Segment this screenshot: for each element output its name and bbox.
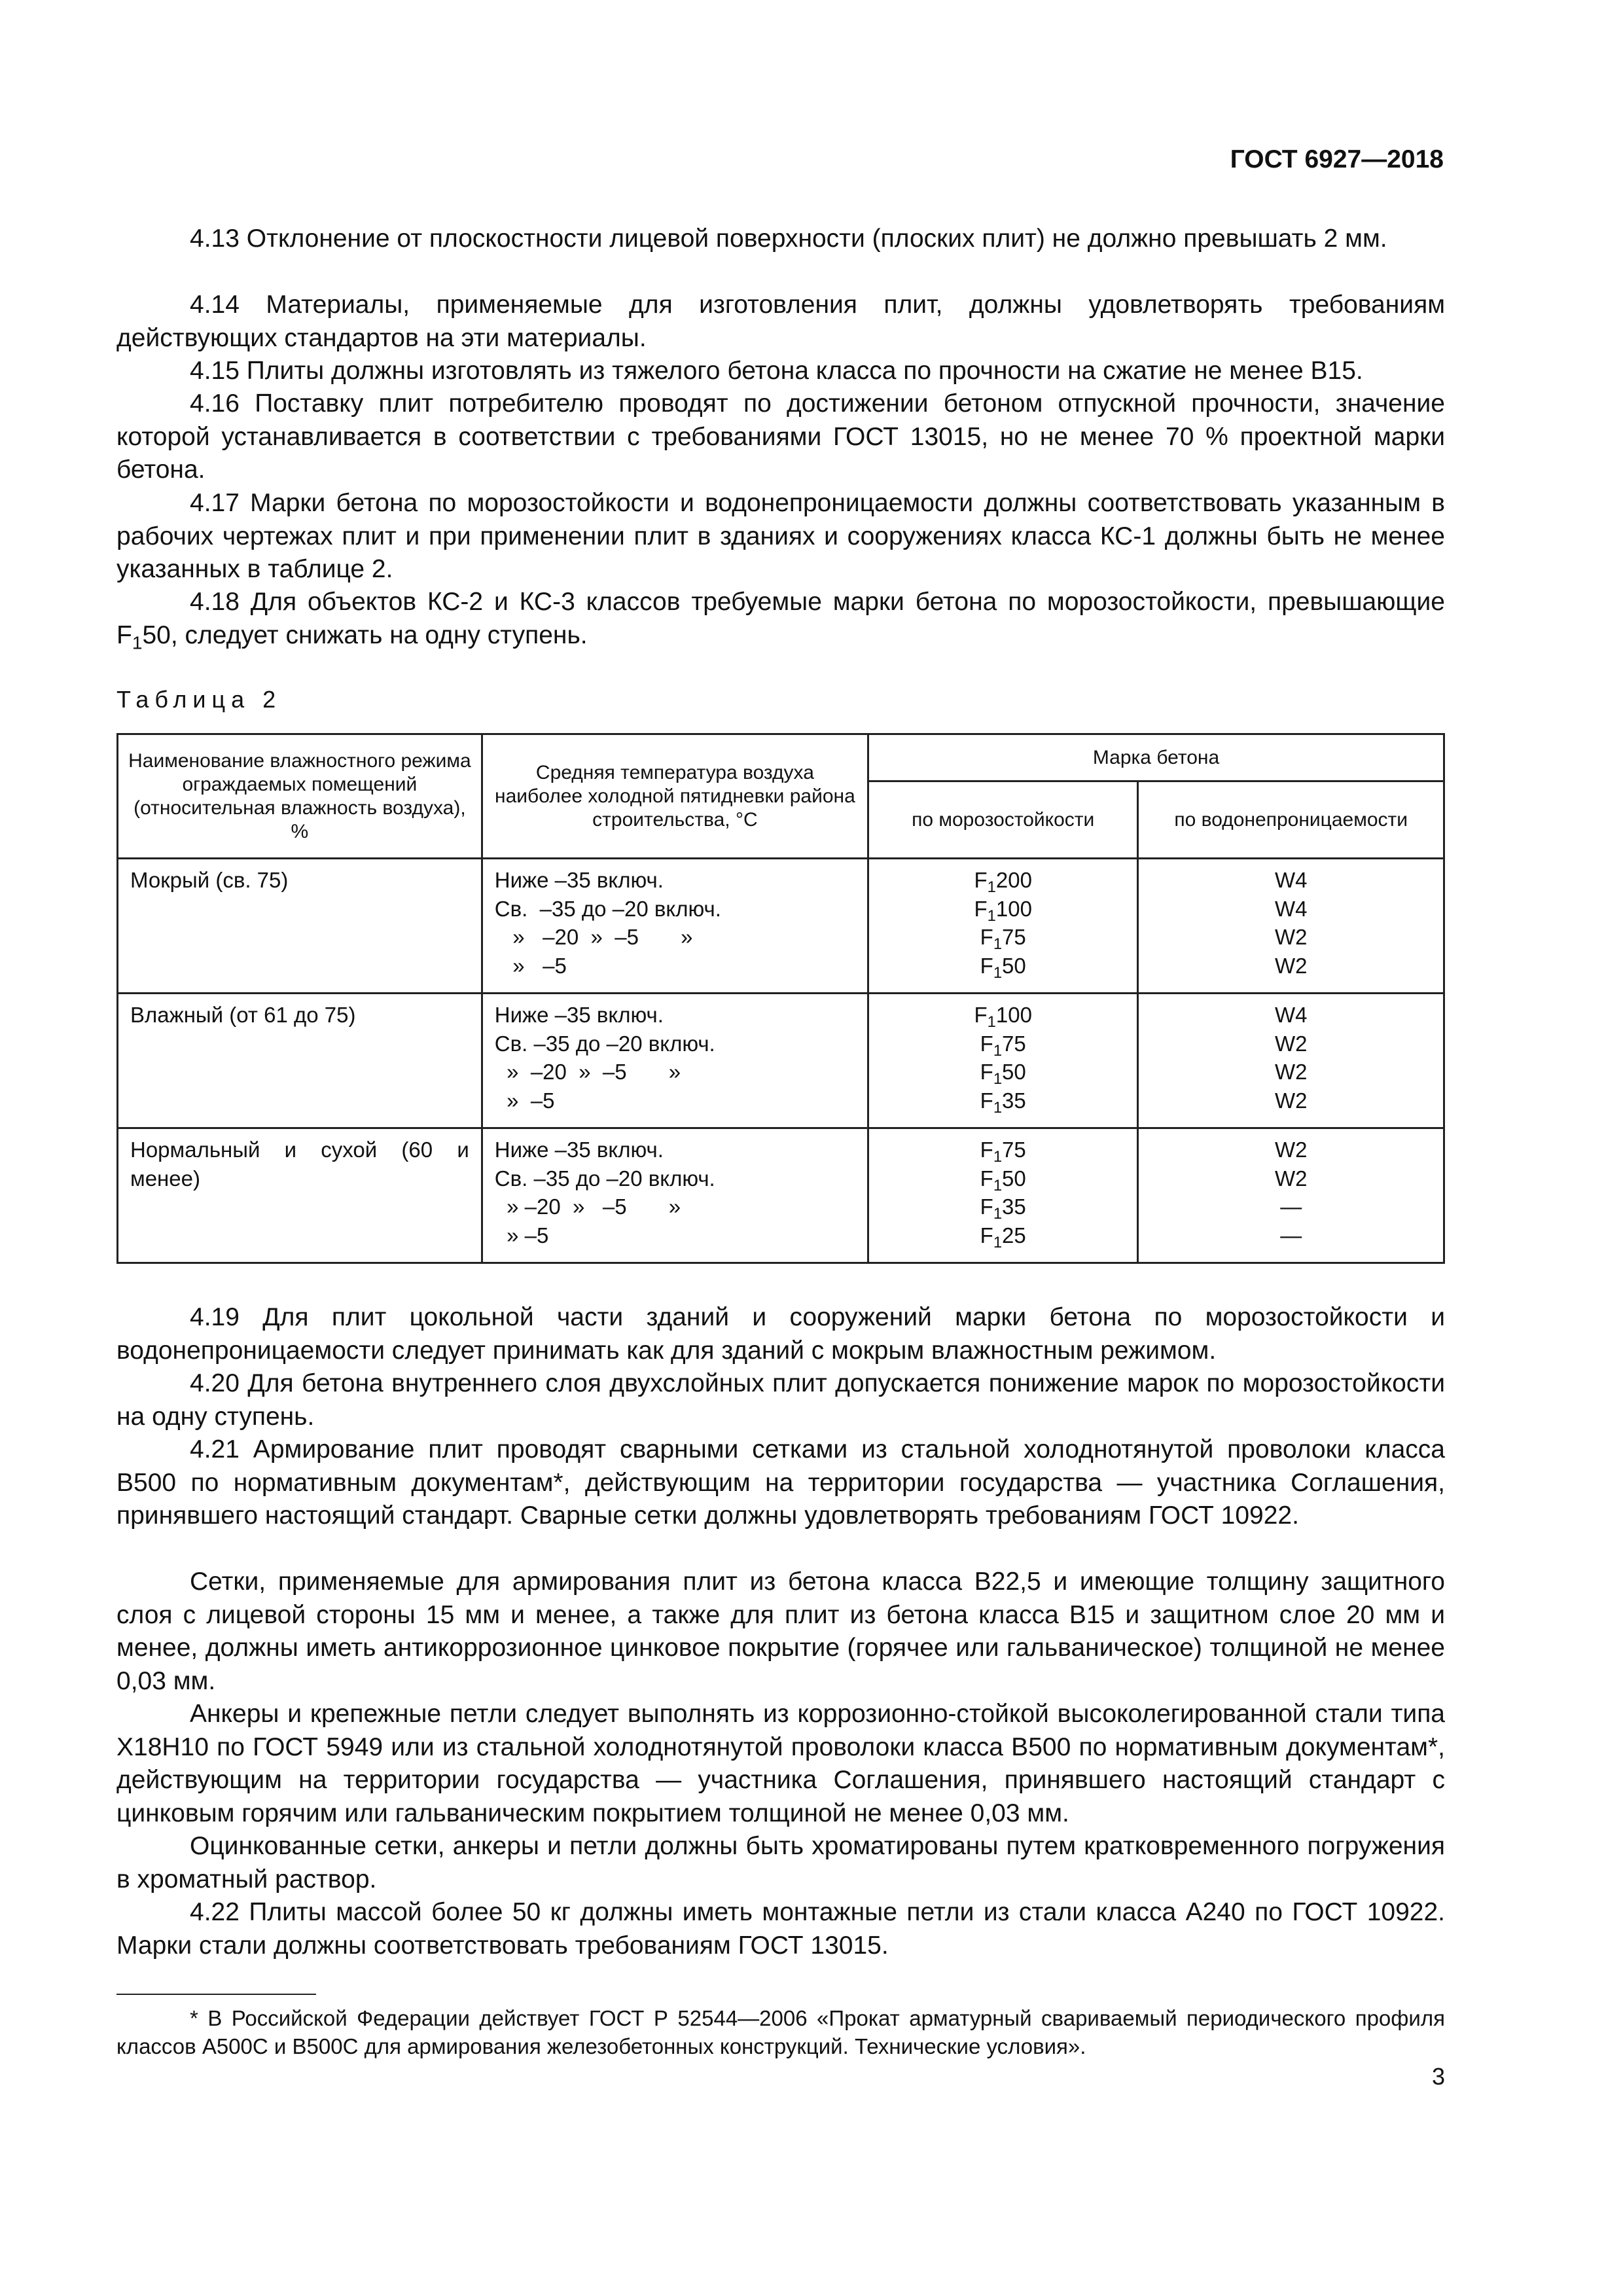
temperature-range: Ниже –35 включ. — [494, 1138, 664, 1162]
paragraph-4-18 — [116, 586, 1445, 652]
water-grade-cell — [1138, 994, 1444, 1128]
temperature-range: » –20 » –5 » — [494, 1194, 681, 1219]
grade-prefix: F — [980, 1088, 993, 1113]
paragraph-4-20: 4.20 Для бетона внутреннего слоя двухслойных плит допускается понижение марок по морозостойкости на одну ступень. — [116, 1369, 1445, 1431]
frost-grade — [881, 1136, 1125, 1164]
paragraph-4-14: 4.14 Материалы, применяемые для изготовления плит, должны удовлетворять требованиям действующих стандартов на эти материалы. — [116, 291, 1445, 352]
water-grade: W4 — [1274, 868, 1308, 892]
grade-subscript: 1 — [993, 963, 1003, 982]
grade-subscript: 1 — [987, 1013, 996, 1031]
grade-subscript: 1 — [993, 935, 1003, 954]
standard-designation: ГОСТ 6927—2018 — [1230, 145, 1444, 173]
temperature-range: » –5 — [494, 1223, 549, 1247]
grade-prefix: F — [980, 1166, 993, 1191]
temperature-range: » –5 — [494, 1088, 555, 1113]
grade-subscript: 1 — [993, 1041, 1003, 1060]
water-grade: W2 — [1274, 1031, 1308, 1056]
header-concrete-grade: Марка бетона — [868, 734, 1444, 781]
p418-subscript: 1 — [132, 632, 143, 653]
humidity-mode-cell: Мокрый (св. 75) — [118, 859, 482, 994]
header-water-resistance: по водонепроницаемости — [1138, 781, 1444, 859]
footnote-divider — [116, 1994, 316, 1995]
water-grade: — — [1280, 1194, 1302, 1219]
water-grade: — — [1280, 1223, 1302, 1247]
grade-subscript: 1 — [993, 1148, 1003, 1166]
paragraph-mesh: Сетки, применяемые для армирования плит из бетона класса В22,5 и имеющие толщину защитного слоя с лицевой стороны 15 мм и менее, а также для плит из бетона класса В15 и защитном слое 20 мм и менее, должны иметь антикоррозионное цинковое покрытие (горячее или гальваническое) толщиной не менее 0,03 мм. — [116, 1568, 1445, 1695]
temperature-range: » –5 — [494, 953, 567, 978]
frost-grade-cell — [868, 1128, 1138, 1263]
grade-value: 75 — [1002, 1031, 1026, 1056]
temperature-range: Св. –35 до –20 включ. — [494, 1166, 715, 1191]
grade-value: 50 — [1002, 1060, 1026, 1084]
water-grade: W2 — [1274, 1138, 1308, 1162]
temperature-cell — [482, 859, 868, 994]
grade-prefix: F — [980, 925, 993, 949]
table-caption: Таблица 2 — [116, 686, 282, 713]
grade-value: 100 — [995, 896, 1032, 921]
temperature-cell — [482, 1128, 868, 1263]
water-grade-cell — [1138, 1128, 1444, 1263]
humidity-mode-cell: Нормальный и сухой (60 и менее) — [118, 1128, 482, 1263]
paragraph-4-21: 4.21 Армирование плит проводят сварными сетками из стальной холоднотянутой проволоки класса В500 по нормативным документам*, действующим на территории государства — участника Соглашения, принявшего настоящий стандарт. Сварные сетки должны удовлетворять требованиям ГОСТ 10922. — [116, 1435, 1445, 1530]
paragraph-4-19: 4.19 Для плит цокольной части зданий и сооружений марки бетона по морозостойкости и водонепроницаемости следует принимать как для зданий с мокрым влажностным режимом. — [116, 1303, 1445, 1365]
water-grade: W2 — [1274, 925, 1308, 949]
frost-grade — [881, 895, 1125, 924]
grade-subscript: 1 — [993, 1205, 1003, 1223]
frost-grade — [881, 866, 1125, 895]
header-air-temperature: Средняя температура воздуха наиболее холодной пятидневки района строительства, °С — [482, 734, 868, 859]
water-grade-cell — [1138, 859, 1444, 994]
paragraph-4-13: 4.13 Отклонение от плоскостности лицевой поверхности (плоских плит) не должно превышать 2 мм. — [190, 224, 1387, 253]
paragraph-4-16: 4.16 Поставку плит потребителю проводят по достижении бетоном отпускной прочности, значение которой устанавливается в соответствии с требованиями ГОСТ 13015, но не менее 70 % проектной марки бетона. — [116, 389, 1445, 484]
frost-grade — [881, 1193, 1125, 1221]
water-grade: W2 — [1274, 1166, 1308, 1191]
temperature-range: Ниже –35 включ. — [494, 868, 664, 892]
grade-value: 75 — [1002, 925, 1026, 949]
water-grade: W2 — [1274, 1060, 1308, 1084]
grade-prefix: F — [974, 1003, 988, 1027]
table-row — [118, 1128, 1444, 1263]
frost-grade — [881, 1086, 1125, 1115]
concrete-grade-table — [116, 733, 1445, 1264]
p418-text: 4.18 Для объектов КС-2 и КС-3 классов требуемые марки бетона по морозостойкости, превышающие F — [116, 588, 1445, 649]
grade-prefix: F — [980, 1223, 993, 1247]
paragraph-4-15: 4.15 Плиты должны изготовлять из тяжелого бетона класса по прочности на сжатие не менее В15. — [190, 357, 1363, 385]
frost-grade — [881, 1001, 1125, 1030]
humidity-mode-cell: Влажный (от 61 до 75) — [118, 994, 482, 1128]
grade-prefix: F — [980, 953, 993, 978]
temperature-cell — [482, 994, 868, 1128]
p418-text-end: 50, следует снижать на одну ступень. — [142, 620, 588, 649]
frost-grade — [881, 1058, 1125, 1086]
grade-subscript: 1 — [993, 1070, 1003, 1088]
grade-value: 75 — [1002, 1138, 1026, 1162]
paragraph-galvanized: Оцинкованные сетки, анкеры и петли должны быть хроматированы путем кратковременного погружения в хроматный раствор. — [116, 1832, 1445, 1893]
table-row — [118, 859, 1444, 994]
grade-value: 100 — [995, 1003, 1032, 1027]
grade-value: 200 — [995, 868, 1032, 892]
grade-value: 50 — [1002, 953, 1026, 978]
temperature-range: Ниже –35 включ. — [494, 1003, 664, 1027]
grade-prefix: F — [980, 1060, 993, 1084]
water-grade: W4 — [1274, 1003, 1308, 1027]
frost-grade-cell — [868, 859, 1138, 994]
water-grade: W4 — [1274, 896, 1308, 921]
frost-grade — [881, 1030, 1125, 1058]
grade-subscript: 1 — [987, 878, 996, 897]
grade-subscript: 1 — [993, 1176, 1003, 1194]
header-frost-resistance: по морозостойкости — [868, 781, 1138, 859]
grade-subscript: 1 — [993, 1098, 1003, 1117]
table-row — [118, 994, 1444, 1128]
grade-subscript: 1 — [987, 906, 996, 925]
grade-prefix: F — [980, 1031, 993, 1056]
frost-grade — [881, 923, 1125, 952]
grade-prefix: F — [980, 1138, 993, 1162]
frost-grade — [881, 1164, 1125, 1193]
paragraph-anchors: Анкеры и крепежные петли следует выполнять из коррозионно-стойкой высоколегированной стали типа Х18Н10 по ГОСТ 5949 или из стальной холоднотянутой проволоки класса В500 по нормативным документам*, действующим на территории государства — участника Соглашения, принявшего настоящий стандарт с цинковым горячим или гальваническим покрытием толщиной не менее 0,03 мм. — [116, 1700, 1445, 1827]
footnote: * В Российской Федерации действует ГОСТ Р 52544—2006 «Прокат арматурный свариваемый периодического профиля классов А500С и В500С для армирования железобетонных конструкций. Технические условия». — [116, 2006, 1445, 2058]
temperature-range: Св. –35 до –20 включ. — [494, 1031, 715, 1056]
grade-value: 50 — [1002, 1166, 1026, 1191]
grade-value: 35 — [1002, 1194, 1026, 1219]
temperature-range: » –20 » –5 » — [494, 1060, 681, 1084]
grade-prefix: F — [980, 1194, 993, 1219]
frost-grade — [881, 1221, 1125, 1250]
grade-value: 25 — [1002, 1223, 1026, 1247]
grade-prefix: F — [974, 868, 988, 892]
frost-grade — [881, 952, 1125, 980]
temperature-range: » –20 » –5 » — [494, 925, 693, 949]
temperature-range: Св. –35 до –20 включ. — [494, 896, 721, 921]
paragraph-4-22: 4.22 Плиты массой более 50 кг должны иметь монтажные петли из стали класса А240 по ГОСТ 10922. Марки стали должны соответствовать требованиям ГОСТ 13015. — [116, 1898, 1445, 1960]
grade-subscript: 1 — [993, 1233, 1003, 1251]
grade-prefix: F — [974, 896, 988, 921]
frost-grade-cell — [868, 994, 1138, 1128]
water-grade: W2 — [1274, 1088, 1308, 1113]
water-grade: W2 — [1274, 953, 1308, 978]
paragraph-4-17: 4.17 Марки бетона по морозостойкости и водонепроницаемости должны соответствовать указанным в рабочих чертежах плит и при применении плит в зданиях и сооружениях класса КС-1 должны быть не менее указанных в таблице 2. — [116, 489, 1445, 583]
page-number: 3 — [1431, 2063, 1445, 2090]
grade-value: 35 — [1002, 1088, 1026, 1113]
header-humidity-mode: Наименование влажностного режима ограждаемых помещений (относительная влажность воздуха), % — [118, 734, 482, 859]
